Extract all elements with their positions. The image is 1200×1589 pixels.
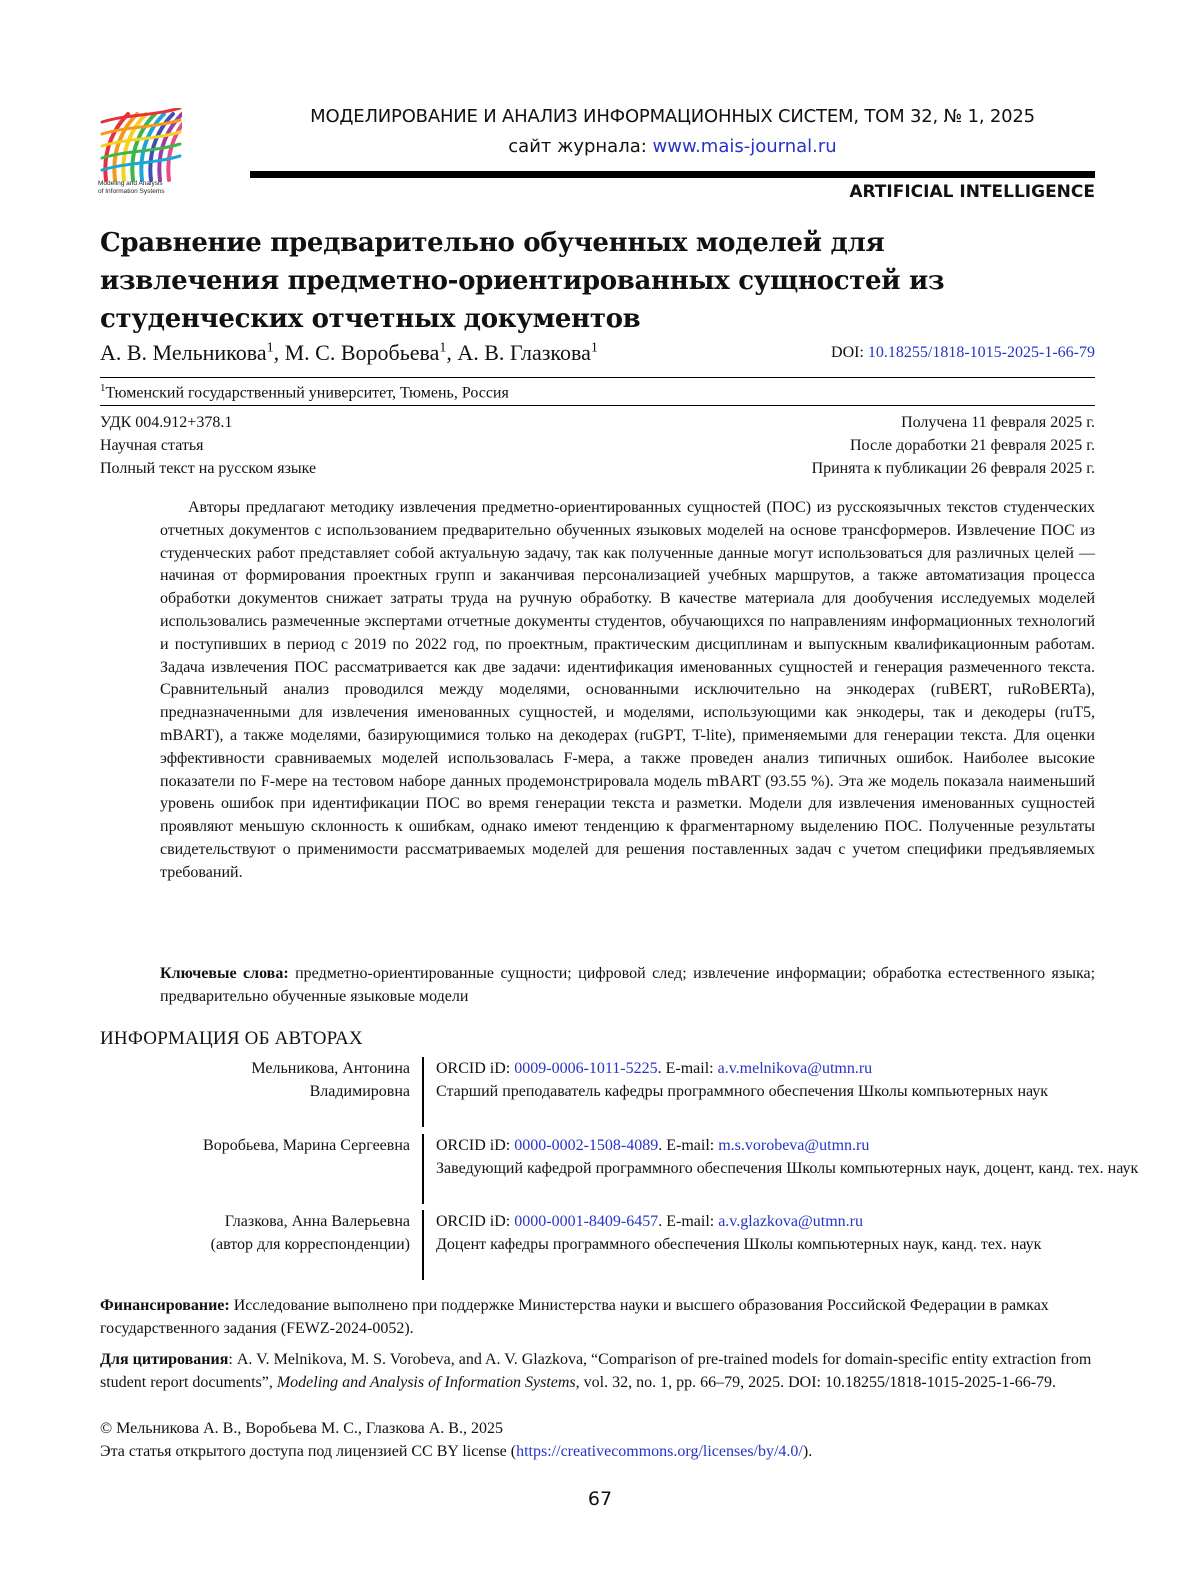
author-name: А. В. Мельникова: [100, 340, 267, 365]
journal-title: МОДЕЛИРОВАНИЕ И АНАЛИЗ ИНФОРМАЦИОННЫХ СИСТЕМ, ТОМ 32, № 1, 2025: [310, 106, 1035, 127]
article-language: Полный текст на русском языке: [100, 460, 317, 477]
author-name: А. В. Глазкова: [457, 340, 591, 365]
divider: [422, 1057, 424, 1127]
udk: УДК 004.912+378.1: [100, 414, 233, 431]
author-details: ORCID iD: 0000-0002-1508-4089. E-mail: m.s.vorobeva@utmn.ru Заведующий кафедрой программного обеспечения Школы компьютерных наук, доцент, канд. тех. наук: [436, 1137, 1139, 1177]
article-type: Научная статья: [100, 437, 204, 454]
email-link[interactable]: m.s.vorobeva@utmn.ru: [718, 1137, 870, 1154]
author-info-row: [100, 1134, 1139, 1206]
received-date: Получена 11 февраля 2025 г.: [901, 414, 1095, 431]
copyright: © Мельникова А. В., Воробьева М. С., Глазкова А. В., 2025: [100, 1420, 503, 1437]
license-link[interactable]: https://creativecommons.org/licenses/by/4.0/: [516, 1443, 803, 1460]
email-link[interactable]: a.v.melnikova@utmn.ru: [717, 1060, 873, 1077]
orcid-link[interactable]: 0000-0002-1508-4089: [514, 1137, 659, 1154]
site-label: сайт журнала:: [508, 136, 647, 157]
divider: [422, 1210, 424, 1280]
logo-caption: Modeling and Analysis of Information Systems: [98, 180, 165, 195]
page-number: 67: [587, 1488, 613, 1510]
email-link[interactable]: a.v.glazkova@utmn.ru: [718, 1213, 863, 1230]
journal-site-link[interactable]: www.mais-journal.ru: [652, 136, 837, 157]
article-meta-left: [100, 411, 316, 480]
revised-date: После доработки 21 февраля 2025 г.: [849, 437, 1095, 454]
citation: Для цитирования: A. V. Melnikova, M. S. Vorobeva, and A. V. Glazkova, “Comparison of pre-trained models for domain-specific entity extraction from student report documents”, Modeling and Analysis of Information Systems, vol. 32, no. 1, pp. 66–79, 2025. DOI: 10.18255/1818-1015-2025-1-66-79.: [100, 1351, 1092, 1391]
author-full-name: Мельникова, Антонина Владимировна: [251, 1060, 410, 1100]
abstract: Авторы предлагают методику извлечения предметно-ориентированных сущностей (ПОС) из русскоязычных текстов студенческих отчетных документов с использованием предварительно обученных языковых моделей на основе трансформеров. Извлечение ПОС из студенческих работ представляет собой актуальную задачу, так как полученные данные могут использоваться для различных целей — начиная от формирования проектных групп и заканчивая персонализацией учебных маршрутов, а также автоматизация процесса обработки документов снижает затраты труда на ручную обработку. В качестве материала для дообучения исследуемых моделей использовались размеченные экспертами отчетные документы студентов, обучающихся по направлениям информационных технологий и поступивших в период с 2019 по 2022 год, по проектным, практическим дисциплинам и выпускным квалификационным работам. Задача извлечения ПОС рассматривается как две задачи: идентификация именованных сущностей и генерация размеченного текста. Сравнительный анализ проводился между моделями, основанными исключительно на энкодерах (ruBERT, ruRoBERTa), предназначенными для извлечения именованных сущностей, и моделями, использующими как энкодеры, так и декодеры (ruT5, mBART), а также моделями, базирующимися только на декодерах (ruGPT, T-lite), применяемыми для генерации текста. Для оценки эффективности сравниваемых моделей использовалась F-мера, а также проведен анализ типичных ошибок. Наиболее высокие показатели по F-мере на тестовом наборе данных продемонстрировала модель mBART (93.55 %). Эта же модель показала наименьший уровень ошибок при идентификации ПОС во время генерации текста и разметки. Модели для извлечения именованных сущностей проявляют меньшую склонность к ошибкам, однако имеют тенденцию к фрагментарному выделению ПОС. Полученные результаты свидетельствуют о применимости рассматриваемых моделей для решения поставленных задач с учетом специфики предъявляемых требований.: [160, 499, 1095, 881]
author-details: ORCID iD: 0000-0001-8409-6457. E-mail: a.v.glazkova@utmn.ru Доцент кафедры программного обеспечения Школы компьютерных наук, канд. тех. наук: [436, 1213, 1042, 1253]
author-list: А. В. Мельникова$^1$, М. С. Воробьева$^1$, А. В. Глазкова$^1$: [100, 340, 598, 365]
authors-info-heading: ИНФОРМАЦИЯ ОБ АВТОРАХ: [100, 1028, 363, 1049]
divider: [100, 377, 1095, 378]
doi: DOI: 10.18255/1818-1015-2025-1-66-79: [831, 344, 1095, 361]
license: Эта статья открытого доступа под лицензией CC BY license (https://creativecommons.org/licenses/by/4.0/).: [100, 1443, 813, 1460]
affiliation: $^1$Тюменский государственный университет, Тюмень, Россия: [100, 382, 509, 402]
header-rule: [250, 171, 1095, 178]
funding: Финансирование: Исследование выполнено при поддержке Министерства науки и высшего образования Российской Федерации в рамках государственного задания (FEWZ-2024-0052).: [100, 1297, 1049, 1337]
author-name: М. С. Воробьева: [284, 340, 440, 365]
section-label: ARTIFICIAL INTELLIGENCE: [849, 182, 1095, 202]
article-title: Сравнение предварительно обученных моделей для извлечения предметно-ориентированных сущностей из студенческих отчетных документов: [100, 228, 945, 334]
author-full-name: Воробьева, Марина Сергеевна: [203, 1137, 410, 1154]
accepted-date: Принята к публикации 26 февраля 2025 г.: [811, 460, 1095, 477]
divider: [100, 405, 1095, 406]
author-full-name: Глазкова, Анна Валерьевна (автор для корреспонденции): [210, 1213, 410, 1253]
author-info-row: [100, 1210, 1095, 1282]
journal-site: [250, 136, 1095, 157]
orcid-link[interactable]: 0000-0001-8409-6457: [514, 1213, 659, 1230]
author-details: ORCID iD: 0009-0006-1011-5225. E-mail: a.v.melnikova@utmn.ru Старший преподаватель кафедры программного обеспечения Школы компьютерных наук: [436, 1060, 1049, 1100]
author-info-row: [100, 1057, 1095, 1129]
keywords: Ключевые слова: предметно-ориентированные сущности; цифровой след; извлечение информации; обработка естественного языка; предварительно обученные языковые модели: [160, 965, 1096, 1005]
orcid-link[interactable]: 0009-0006-1011-5225: [514, 1060, 658, 1077]
doi-link[interactable]: 10.18255/1818-1015-2025-1-66-79: [867, 344, 1095, 361]
divider: [422, 1134, 424, 1204]
article-dates: [812, 411, 1095, 480]
